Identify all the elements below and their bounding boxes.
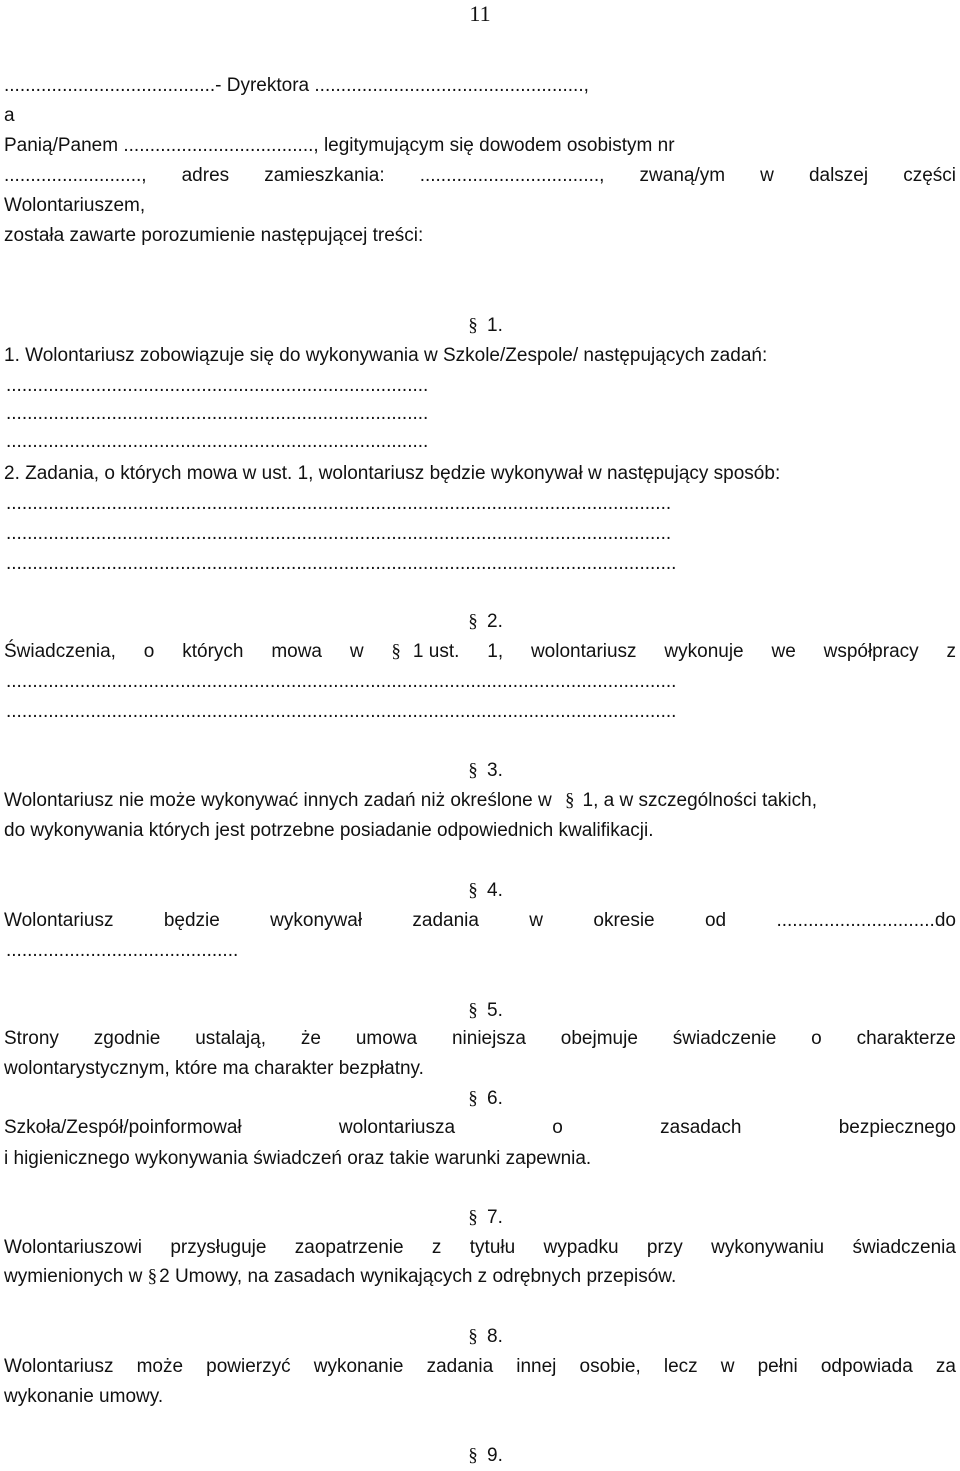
section-sign: § <box>468 611 478 632</box>
word: okresie <box>593 910 655 931</box>
word: wykonuje <box>664 641 744 662</box>
word: za <box>935 1356 956 1377</box>
word: Wolontariusz <box>4 910 114 931</box>
section-sign: § <box>468 1445 478 1466</box>
word: w <box>720 1356 735 1377</box>
word: zgodnie <box>93 1028 161 1049</box>
word: przysługuje <box>170 1237 267 1258</box>
word: w <box>349 641 364 662</box>
intro-line-director: ........................................- Dyrektora ..................................................., <box>4 75 589 96</box>
intro-line-address <box>4 165 956 187</box>
section-5-heading <box>462 1000 503 1022</box>
section-sign: § <box>468 1000 478 1021</box>
residence-word: zamieszkania: <box>264 165 385 186</box>
word: obejmuje <box>560 1028 638 1049</box>
section-sign: § <box>468 315 478 336</box>
section-3-line-1 <box>4 790 956 812</box>
section-2-text <box>4 641 956 663</box>
word: współpracy <box>823 641 919 662</box>
dotted-line: ................................................................................ <box>6 375 429 396</box>
section-5-line-2: wolontarystycznym, które ma charakter bezpłatny. <box>4 1058 424 1079</box>
section-9-heading <box>462 1445 503 1467</box>
section-3-line-2: do wykonywania których jest potrzebne posiadanie odpowiednich kwalifikacji. <box>4 820 654 841</box>
word: w <box>529 910 544 931</box>
section-8-line-1 <box>4 1356 956 1378</box>
dotted-line: ................................................................................ <box>6 431 429 452</box>
word: pełni <box>757 1356 798 1377</box>
word: z <box>431 1237 442 1258</box>
part-word: części <box>903 165 956 186</box>
address-dots: .........................., <box>4 165 147 186</box>
word: lecz <box>663 1356 698 1377</box>
section-7-heading <box>462 1207 503 1229</box>
text: wymienionych w <box>4 1266 143 1287</box>
word: wykonywaniu <box>711 1237 825 1258</box>
section-sign: § <box>565 790 575 811</box>
word: umowa <box>355 1028 418 1049</box>
word: 1, <box>487 641 504 662</box>
word: 1 ust. <box>412 641 460 662</box>
section-sign: § <box>147 1266 158 1287</box>
intro-line-volunteer: Wolontariuszem, <box>4 195 146 216</box>
word: Wolontariusz <box>4 1356 114 1377</box>
section-7-line-1 <box>4 1237 956 1259</box>
word: ustalają, <box>195 1028 267 1049</box>
dotted-line: ............................................................................................................................... <box>6 701 677 722</box>
section-6-heading <box>462 1088 503 1110</box>
word: wykonywał <box>270 910 363 931</box>
section-4-heading <box>462 880 503 902</box>
intro-line-agreement: została zawarte porozumienie następującej treści: <box>4 225 424 246</box>
word: zadania <box>412 910 479 931</box>
word: Strony <box>4 1028 59 1049</box>
word: przy <box>646 1237 683 1258</box>
section-1-point-2: 2. Zadania, o których mowa w ust. 1, wolontariusz będzie wykonywał w następujący sposób: <box>4 463 781 484</box>
word: osobie, <box>579 1356 641 1377</box>
word: będzie <box>163 910 220 931</box>
word: powierzyć <box>206 1356 291 1377</box>
word: może <box>136 1356 184 1377</box>
residence-dots: .................................., <box>419 165 605 186</box>
section-sign: § <box>468 760 478 781</box>
dotted-line: .............................................................................................................................. <box>6 493 672 514</box>
word: wolontariusza <box>338 1117 456 1138</box>
text: Wolontariusz nie może wykonywać innych zadań niż określone w <box>4 790 552 811</box>
text: 1, a w szczególności takich, <box>582 790 817 811</box>
section-1-heading <box>462 315 503 337</box>
dotted-line: ............................................................................................................................... <box>6 671 677 692</box>
word: zaopatrzenie <box>294 1237 404 1258</box>
section-8-line-2: wykonanie umowy. <box>4 1386 164 1407</box>
section-2-heading <box>462 611 503 633</box>
section-number: 7. <box>487 1207 503 1228</box>
word: że <box>300 1028 321 1049</box>
word: niniejsza <box>451 1028 526 1049</box>
word: mowa <box>271 641 322 662</box>
word: charakterze <box>856 1028 956 1049</box>
word: tytułu <box>469 1237 516 1258</box>
section-number: 2. <box>487 611 503 632</box>
intro-line-name: Panią/Panem ...................................., legitymującym się dowodem osobistym nr <box>4 135 675 156</box>
called-word: zwaną/ym <box>639 165 726 186</box>
word: o <box>552 1117 563 1138</box>
section-3-heading <box>462 760 503 782</box>
section-sign: § <box>468 1207 478 1228</box>
word: Szkoła/Zespół/poinformował <box>4 1117 242 1138</box>
section-7-line-2 <box>4 1266 956 1288</box>
word: odpowiada <box>820 1356 913 1377</box>
section-6-line-2: i higienicznego wykonywania świadczeń oraz takie warunki zapewnia. <box>4 1148 592 1169</box>
paragraph-ref <box>391 641 459 663</box>
word: innej <box>516 1356 557 1377</box>
word: bezpiecznego <box>838 1117 956 1138</box>
date-dots: ..............................do <box>776 910 956 931</box>
section-sign: § <box>468 1088 478 1109</box>
in-word: w <box>760 165 774 186</box>
section-number: 3. <box>487 760 503 781</box>
word: wykonanie <box>313 1356 404 1377</box>
section-5-line-1 <box>4 1028 956 1050</box>
text: 2 Umowy, na zasadach wynikających z odrębnych przepisów. <box>159 1266 677 1287</box>
word: o <box>143 641 155 662</box>
section-6-line-1 <box>4 1117 956 1139</box>
section-4-line-1 <box>4 910 956 932</box>
address-word: adres <box>181 165 230 186</box>
word: zadania <box>426 1356 494 1377</box>
section-number: 1. <box>487 315 503 336</box>
dotted-line: ............................................................................................................................... <box>6 553 677 574</box>
word: we <box>771 641 796 662</box>
section-number: 5. <box>487 1000 503 1021</box>
dotted-line: ................................................................................ <box>6 403 429 424</box>
word: świadczenie <box>672 1028 777 1049</box>
dotted-line: ............................................ <box>6 940 239 961</box>
word: z <box>946 641 956 662</box>
section-1-point-1: 1. Wolontariusz zobowiązuje się do wykonywania w Szkole/Zespole/ następujących zadań: <box>4 345 768 366</box>
word: zasadach <box>660 1117 742 1138</box>
word: Wolontariuszowi <box>4 1237 142 1258</box>
section-number: 6. <box>487 1088 503 1109</box>
section-number: 9. <box>487 1445 503 1466</box>
section-8-heading <box>462 1326 503 1348</box>
word: świadczenia <box>852 1237 956 1258</box>
section-sign: § <box>391 641 401 662</box>
word: wolontariusz <box>530 641 637 662</box>
dotted-line: .............................................................................................................................. <box>6 523 672 544</box>
section-sign: § <box>468 880 478 901</box>
word: Świadczenia, <box>4 641 116 662</box>
word: o <box>811 1028 822 1049</box>
word: wypadku <box>543 1237 619 1258</box>
section-number: 4. <box>487 880 503 901</box>
word: od <box>704 910 727 931</box>
section-number: 8. <box>487 1326 503 1347</box>
page-number: 11 <box>469 1 491 26</box>
section-sign: § <box>468 1326 478 1347</box>
further-word: dalszej <box>808 165 869 186</box>
intro-line-a: a <box>4 105 15 126</box>
word: których <box>182 641 244 662</box>
